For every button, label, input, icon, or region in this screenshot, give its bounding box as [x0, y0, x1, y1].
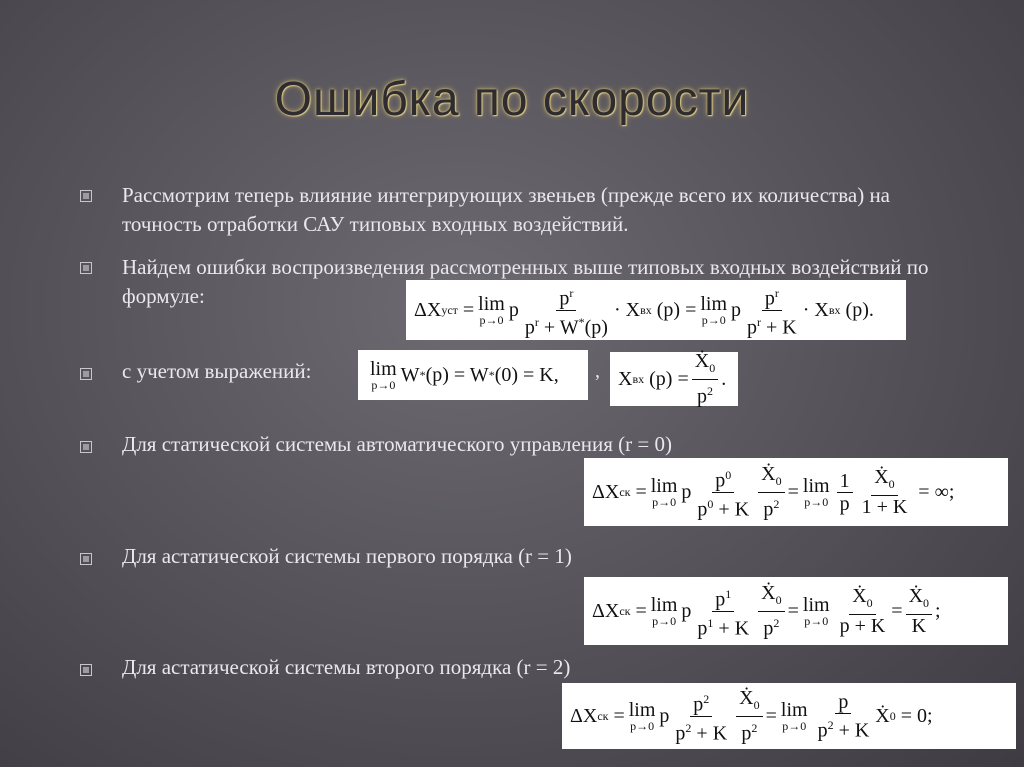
- bullet-text-2: Найдем ошибки воспроизведения рассмотренных выше типовых входных воздействий по формуле:: [122, 255, 929, 308]
- formula-static-system: ΔX ск = lim p→0 p $\frac{p^0}{p^0 + K}$ $\frac{Ẋ_0}{p^2}$ = lim p→0 $\frac{1}{p}$ $\frac{Ẋ_0}{1 + K}$ = ∞;: [584, 458, 1008, 526]
- limit-operator: lim p→0: [370, 358, 397, 392]
- bullet-marker: [80, 262, 92, 274]
- formula-error-general: ΔX уст = lim p→0 p $\frac{p^r}{p^r + W^*(p)}$ · X вх (p) = lim p→0 p $\frac{p^r}{p^r + K}$ · X вх (p) .: [406, 280, 906, 340]
- bullet-text-4: Для статической системы автоматического управления (r = 0): [122, 432, 672, 456]
- limit-operator: lim p→0: [780, 699, 808, 733]
- limit-operator: lim p→0: [802, 475, 830, 509]
- limit-operator: lim p→0: [478, 293, 505, 327]
- slide-title: Ошибка по скорости: [274, 73, 750, 126]
- limit-operator: lim p→0: [700, 293, 728, 327]
- bullet-marker: [80, 441, 92, 453]
- bullet-marker: [80, 664, 92, 676]
- bullet-marker: [80, 368, 92, 380]
- limit-operator: lim p→0: [650, 475, 678, 509]
- formula-astatic-second-order: ΔX ск = lim p→0 p $\frac{p^2}{p^2 + K}$ $\frac{Ẋ_0}{p^2}$ = lim p→0 $\frac{p}{p^2 + K}$ Ẋ 0 = 0;: [562, 683, 1016, 749]
- formula-input-signal: X вх (p) = $\frac{Ẋ_0}{p^2}$ .: [610, 352, 738, 406]
- limit-operator: lim p→0: [650, 594, 678, 628]
- bullet-text-1: Рассмотрим теперь влияние интегрирующих звеньев (прежде всего их количества) на точность отработки САУ типовых входных воздействий.: [122, 183, 890, 236]
- bullet-marker: [80, 190, 92, 202]
- formula-astatic-first-order: ΔX ск = lim p→0 p $\frac{p^1}{p^1 + K}$ $\frac{Ẋ_0}{p^2}$ = lim p→0 $\frac{Ẋ_0}{p + K}$ = $\frac{Ẋ_0}{K}$ ;: [584, 577, 1008, 645]
- bullet-marker: [80, 553, 92, 565]
- formula-w-limit: lim p→0 W * (p) = W * (0) = K,: [358, 350, 588, 400]
- bullet-text-3: с учетом выражений:: [122, 359, 312, 383]
- bullet-text-5: Для астатической системы первого порядка (r = 1): [122, 544, 572, 568]
- separator-comma: ,: [595, 360, 600, 382]
- limit-operator: lim p→0: [628, 699, 656, 733]
- bullet-text-6: Для астатической системы второго порядка (r = 2): [122, 655, 571, 679]
- limit-operator: lim p→0: [802, 594, 830, 628]
